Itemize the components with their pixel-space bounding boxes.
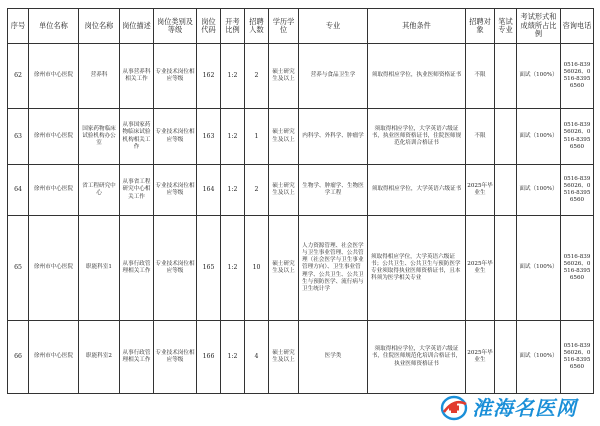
header-written-major: 笔试专业 xyxy=(495,9,517,44)
header-education: 学历学位 xyxy=(269,9,299,44)
cell-unit-name: 徐州市中心医院 xyxy=(29,216,79,321)
header-exam-ratio: 开考比例 xyxy=(221,9,245,44)
header-post-name: 岗位名称 xyxy=(79,9,120,44)
header-seq: 序号 xyxy=(8,9,29,44)
cell-post-name: 国家药物临床试验机构办公室 xyxy=(79,109,120,165)
cell-recruit-count: 2 xyxy=(245,44,269,109)
cell-post-name: 省工程研究中心 xyxy=(79,165,120,216)
cell-recruit-count: 1 xyxy=(245,109,269,165)
cell-post-code: 165 xyxy=(197,216,221,321)
cell-written-major xyxy=(495,165,517,216)
cell-recruit-target: 2025年毕业生 xyxy=(466,321,495,394)
cell-education: 硕士研究生及以上 xyxy=(269,321,299,394)
cell-other-conditions: 须取得相应学位，大学英语六级证书 xyxy=(368,165,466,216)
cell-phone: 0516-83956026、0516-83956560 xyxy=(561,44,594,109)
cell-phone: 0516-83956026、0516-83956560 xyxy=(561,109,594,165)
cell-post-desc: 从事国家药物临床试验机构相关工作 xyxy=(120,109,154,165)
cell-major: 内科学、外科学、肿瘤学 xyxy=(299,109,368,165)
table-row xyxy=(8,165,594,216)
cell-major: 医学类 xyxy=(299,321,368,394)
cell-education: 硕士研究生及以上 xyxy=(269,165,299,216)
cell-exam-form: 面试（100%） xyxy=(517,321,561,394)
site-watermark xyxy=(440,393,588,423)
cell-exam-form: 面试（100%） xyxy=(517,216,561,321)
table-row xyxy=(8,321,594,394)
cell-post-code: 166 xyxy=(197,321,221,394)
table-row xyxy=(8,109,594,165)
cell-post-desc: 从事行政管理相关工作 xyxy=(120,216,154,321)
cell-exam-ratio: 1:2 xyxy=(221,321,245,394)
cell-recruit-count: 4 xyxy=(245,321,269,394)
cell-phone: 0516-83956026、0516-83956560 xyxy=(561,165,594,216)
cell-recruit-count: 2 xyxy=(245,165,269,216)
cell-post-code: 164 xyxy=(197,165,221,216)
cell-seq: 66 xyxy=(8,321,29,394)
cell-written-major xyxy=(495,216,517,321)
cell-written-major xyxy=(495,44,517,109)
cell-unit-name: 徐州市中心医院 xyxy=(29,44,79,109)
cell-post-category: 专业技术岗位相应等级 xyxy=(154,165,197,216)
cell-post-category: 专业技术岗位相应等级 xyxy=(154,216,197,321)
cell-written-major xyxy=(495,321,517,394)
cell-unit-name: 徐州市中心医院 xyxy=(29,321,79,394)
recruitment-table xyxy=(7,8,594,394)
cell-other-conditions: 须取得相应学位，大学英语六级证书，住院医师规范化培训合格证书，执业医师资格证书 xyxy=(368,321,466,394)
cell-education: 硕士研究生及以上 xyxy=(269,216,299,321)
cell-post-desc: 从事营养科相关工作 xyxy=(120,44,154,109)
cell-phone: 0516-83956026、0516-83956560 xyxy=(561,321,594,394)
cell-education: 硕士研究生及以上 xyxy=(269,44,299,109)
cell-exam-form: 面试（100%） xyxy=(517,109,561,165)
header-post-code: 岗位代码 xyxy=(197,9,221,44)
cell-exam-ratio: 1:2 xyxy=(221,216,245,321)
cell-seq: 62 xyxy=(8,44,29,109)
cell-exam-form: 面试（100%） xyxy=(517,44,561,109)
header-major: 专业 xyxy=(299,9,368,44)
cell-seq: 65 xyxy=(8,216,29,321)
cell-recruit-target: 不限 xyxy=(466,109,495,165)
header-recruit-target: 招聘对象 xyxy=(466,9,495,44)
cell-recruit-target: 2025年毕业生 xyxy=(466,165,495,216)
cell-post-name: 职能科室2 xyxy=(79,321,120,394)
cell-recruit-target: 2025年毕业生 xyxy=(466,216,495,321)
cell-post-name: 营养科 xyxy=(79,44,120,109)
cell-post-code: 162 xyxy=(197,44,221,109)
cell-recruit-count: 10 xyxy=(245,216,269,321)
table-header-row xyxy=(8,9,594,44)
cell-written-major xyxy=(495,109,517,165)
table-row xyxy=(8,216,594,321)
watermark-text: 淮海名医网 xyxy=(472,396,577,420)
header-post-category: 岗位类别及等级 xyxy=(154,9,197,44)
cell-exam-ratio: 1:2 xyxy=(221,165,245,216)
cell-post-category: 专业技术岗位相应等级 xyxy=(154,44,197,109)
header-exam-form: 考试形式和成绩所占比例 xyxy=(517,9,561,44)
header-post-desc: 岗位描述 xyxy=(120,9,154,44)
header-phone: 咨询电话 xyxy=(561,9,594,44)
cell-recruit-target: 不限 xyxy=(466,44,495,109)
header-other-conditions: 其他条件 xyxy=(368,9,466,44)
cell-other-conditions: 须取得相应学位，大学英语六级证书；公共卫生、公共卫生与预防医学专业须取得执业医师资格证书，且本科须为医学相关专业 xyxy=(368,216,466,321)
cell-education: 硕士研究生及以上 xyxy=(269,109,299,165)
cell-post-name: 职能科室1 xyxy=(79,216,120,321)
table-row xyxy=(8,44,594,109)
cell-post-category: 专业技术岗位相应等级 xyxy=(154,109,197,165)
cell-unit-name: 徐州市中心医院 xyxy=(29,165,79,216)
cell-seq: 64 xyxy=(8,165,29,216)
cell-major: 营养与食品卫生学 xyxy=(299,44,368,109)
cell-phone: 0516-83956026、0516-83956560 xyxy=(561,216,594,321)
cell-exam-ratio: 1:2 xyxy=(221,109,245,165)
cell-unit-name: 徐州市中心医院 xyxy=(29,109,79,165)
cell-other-conditions: 须取得相应学位，大学英语六级证书，执业医师资格证书，住院医师规范化培训合格证书 xyxy=(368,109,466,165)
cell-post-category: 专业技术岗位相应等级 xyxy=(154,321,197,394)
cell-exam-form: 面试（100%） xyxy=(517,165,561,216)
header-recruit-count: 招聘人数 xyxy=(245,9,269,44)
header-unit-name: 单位名称 xyxy=(29,9,79,44)
cell-seq: 63 xyxy=(8,109,29,165)
cell-other-conditions: 须取得相应学位，执业医师资格证书 xyxy=(368,44,466,109)
cell-major: 人力资源管理、社会医学与卫生事业管理、公共管理（社会医学与卫生事业管理方向）、卫生事业管理学、公共卫生、公共卫生与预防医学、流行病与卫生统计学 xyxy=(299,216,368,321)
medical-globe-icon xyxy=(440,394,470,422)
cell-major: 生物学、肿瘤学、生物医学工程 xyxy=(299,165,368,216)
cell-post-code: 163 xyxy=(197,109,221,165)
cell-post-desc: 从事行政管理相关工作 xyxy=(120,321,154,394)
cell-exam-ratio: 1:2 xyxy=(221,44,245,109)
cell-post-desc: 从事省工程研究中心相关工作 xyxy=(120,165,154,216)
